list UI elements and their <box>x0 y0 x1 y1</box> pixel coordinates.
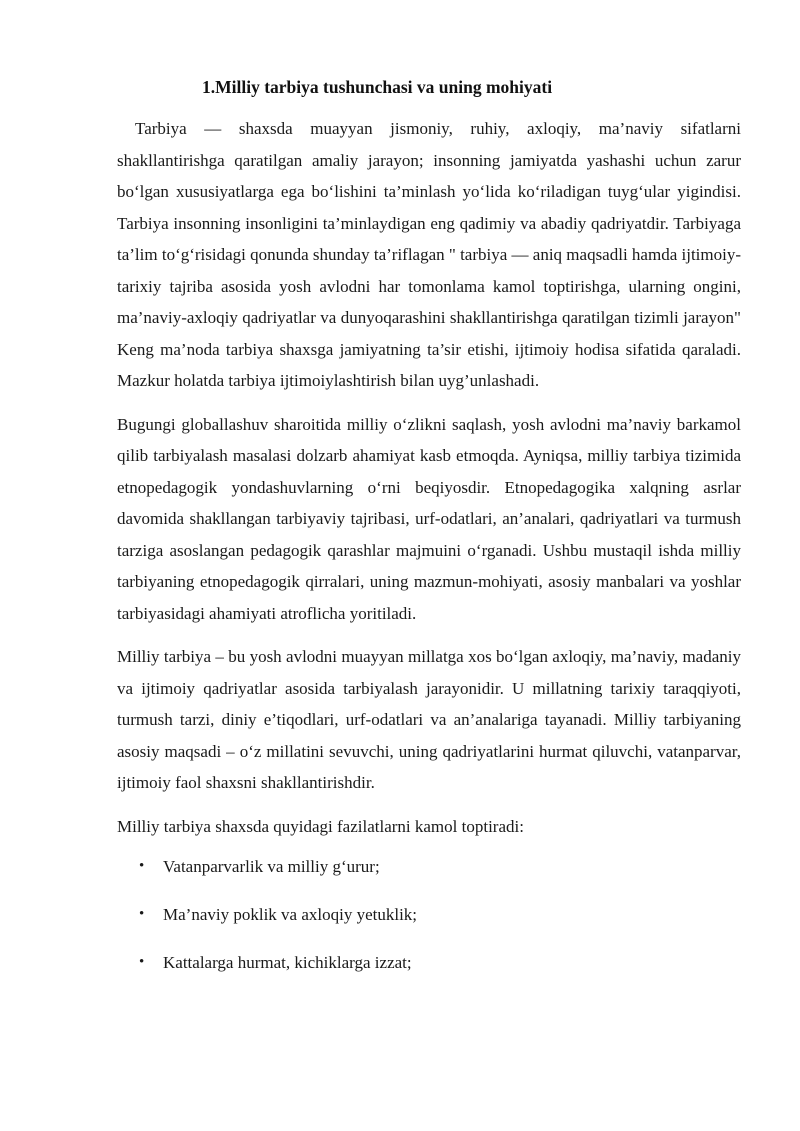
list-item-text: Vatanparvarlik va milliy g‘urur; <box>163 857 380 876</box>
paragraph-globalization: Bugungi globallashuv sharoitida milliy o‘zlikni saqlash, yosh avlodni ma’naviy barkamol qilib tarbiyalash masalasi dolzarb ahamiyat kasb etmoqda. Ayniqsa, milliy tarbiya tizimida etnopedagogik yondashuvlarning o‘rni beqiyosdir. Etnopedagogika xalqning asrlar davomida shakllangan tarbiyaviy tajribasi, urf-odatlari, an’analari, qadriyatlari va turmush tarziga asoslangan pedagogik qarashlar majmuini o‘rganadi. Ushbu mustaqil ishda milliy tarbiyaning etnopedagogik qirralari, uning mazmun-mohiyati, asosiy manbalari va yoshlar tarbiyasidagi ahamiyati atroflicha yoritiladi. <box>117 414 741 623</box>
bullet-icon: • <box>139 954 145 970</box>
list-item <box>117 950 741 975</box>
document-body <box>117 73 741 998</box>
list-item <box>117 902 741 927</box>
list-item-text: Kattalarga hurmat, kichiklarga izzat; <box>163 953 412 972</box>
bullet-icon: • <box>139 906 145 922</box>
paragraph-qualities-intro: Milliy tarbiya shaxsda quyidagi fazilatlarni kamol toptiradi: <box>117 816 524 836</box>
section-title: 1.Milliy tarbiya tushunchasi va uning mohiyati <box>202 77 553 97</box>
qualities-list <box>117 854 741 975</box>
list-item <box>117 854 741 879</box>
list-item-text: Ma’naviy poklik va axloqiy yetuklik; <box>163 905 418 924</box>
bullet-icon: • <box>139 858 145 874</box>
paragraph-tarbiya-definition: Tarbiya — shaxsda muayyan jismoniy, ruhiy, axloqiy, ma’naviy sifatlarni shakllantirishga qaratilgan amaliy jarayon; insonning jamiyatda yashashi uchun zarur bo‘lgan xususiyatlarga ega bo‘lishini ta’minlash yo‘lida ko‘riladigan tuyg‘ular yigindisi. Tarbiya insonning insonligini ta’minlaydigan eng qadimiy va abadiy qadriyatdir. Tarbiyaga ta’lim to‘g‘risidagi qonunda shunday ta’riflagan " tarbiya — aniq maqsadli hamda ijtimoiy-tarixiy tajriba asosida yosh avlodni har tomonlama kamol toptirishga, ularning ongini, ma’naviy-axloqiy qadriyatlar va dunyoqarashini shakllantirishga qaratilgan tizimli jarayon" Keng ma’noda tarbiya shaxsga jamiyatning ta’sir etishi, ijtimoiy hodisa sifatida qaraladi. Mazkur holatda tarbiya ijtimoiylashtirish bilan uyg’unlashadi. <box>117 119 741 390</box>
paragraph-milliy-tarbiya: Milliy tarbiya – bu yosh avlodni muayyan millatga xos bo‘lgan axloqiy, ma’naviy, madaniy va ijtimoiy qadriyatlar asosida tarbiyalash jarayonidir. U millatning tarixiy taraqqiyoti, turmush tarzi, diniy e’tiqodlari, urf-odatlari va an’analariga tayanadi. Milliy tarbiyaning asosiy maqsadi – o‘z millatini sevuvchi, uning qadriyatlarini hurmat qiluvchi, vatanparvar, ijtimoiy faol shaxsni shakllantirishdir. <box>117 647 741 792</box>
